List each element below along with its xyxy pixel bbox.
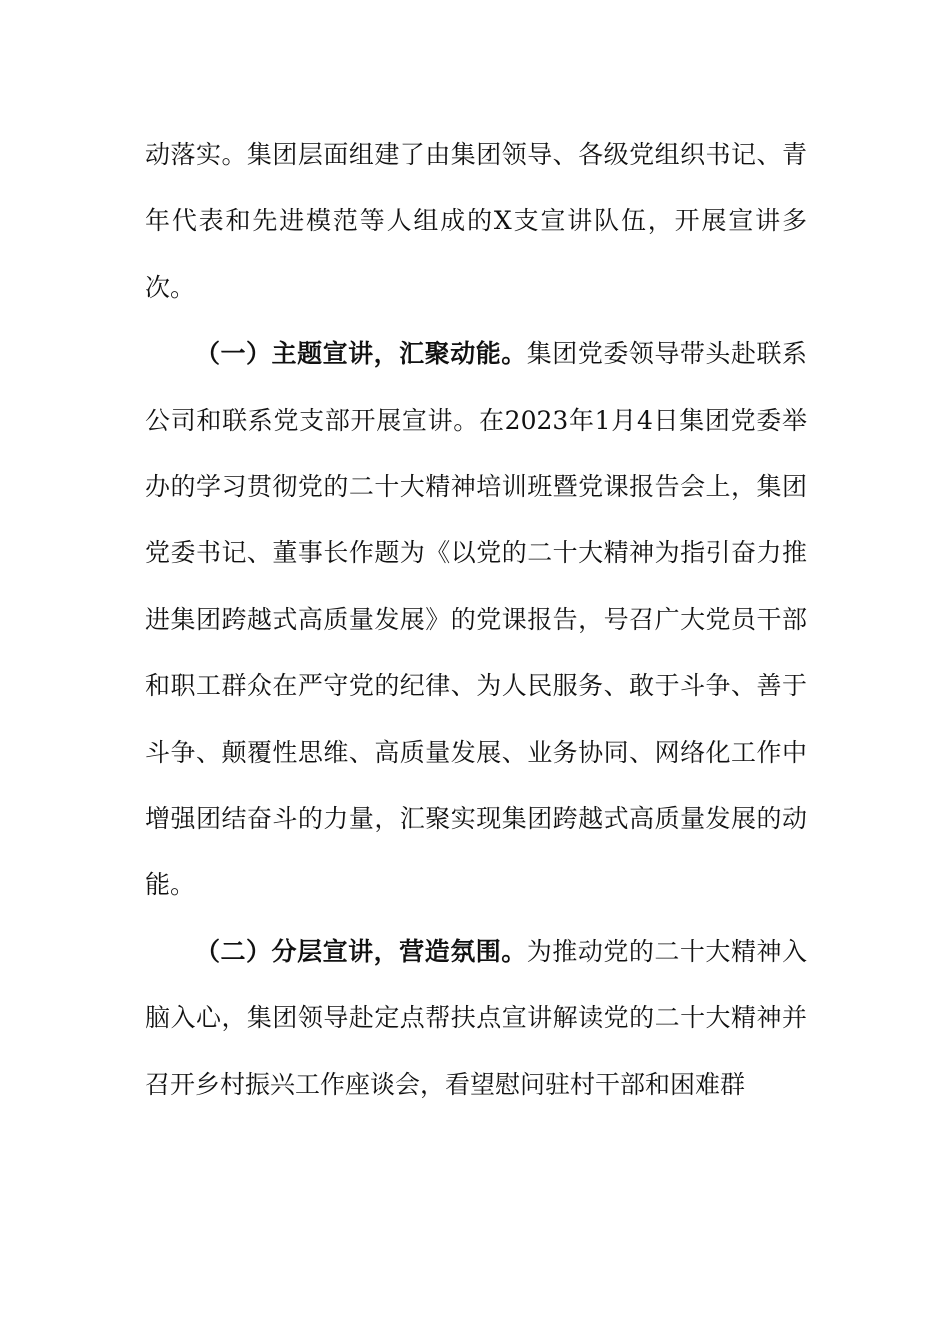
paragraph-text: 动落实。集团层面组建了由集团领导、各级党组织书记、青年代表和先进模范等人组成的X支宣讲队伍，开展宣讲多次。 bbox=[145, 140, 807, 302]
paragraph-text: 集团党委领导带头赴联系公司和联系党支部开展宣讲。在2023年1月4日集团党委举办的学习贯彻党的二十大精神培训班暨党课报告会上，集团党委书记、董事长作题为《以党的二十大精神为指引奋力推进集团跨越式高质量发展》的党课报告，号召广大党员干部和职工群众在严守党的纪律、为人民服务、敢于斗争、善于斗争、颠覆性思维、高质量发展、业务协同、网络化工作中增强团结奋斗的力量，汇聚实现集团跨越式高质量发展的动能。 bbox=[145, 339, 807, 900]
section-heading: （二）分层宣讲，营造氛围。 bbox=[195, 936, 527, 966]
section-heading: （一）主题宣讲，汇聚动能。 bbox=[195, 339, 527, 369]
paragraph-text: 为推动党的二十大精神入脑入心，集团领导赴定点帮扶点宣讲解读党的二十大精神并召开乡村振兴工作座谈会，看望慰问驻村干部和困难群 bbox=[145, 936, 807, 1099]
paragraph-layered-lecture bbox=[145, 919, 807, 1118]
document-page bbox=[145, 122, 807, 1118]
paragraph-continuation bbox=[145, 122, 807, 321]
paragraph-theme-lecture bbox=[145, 321, 807, 919]
